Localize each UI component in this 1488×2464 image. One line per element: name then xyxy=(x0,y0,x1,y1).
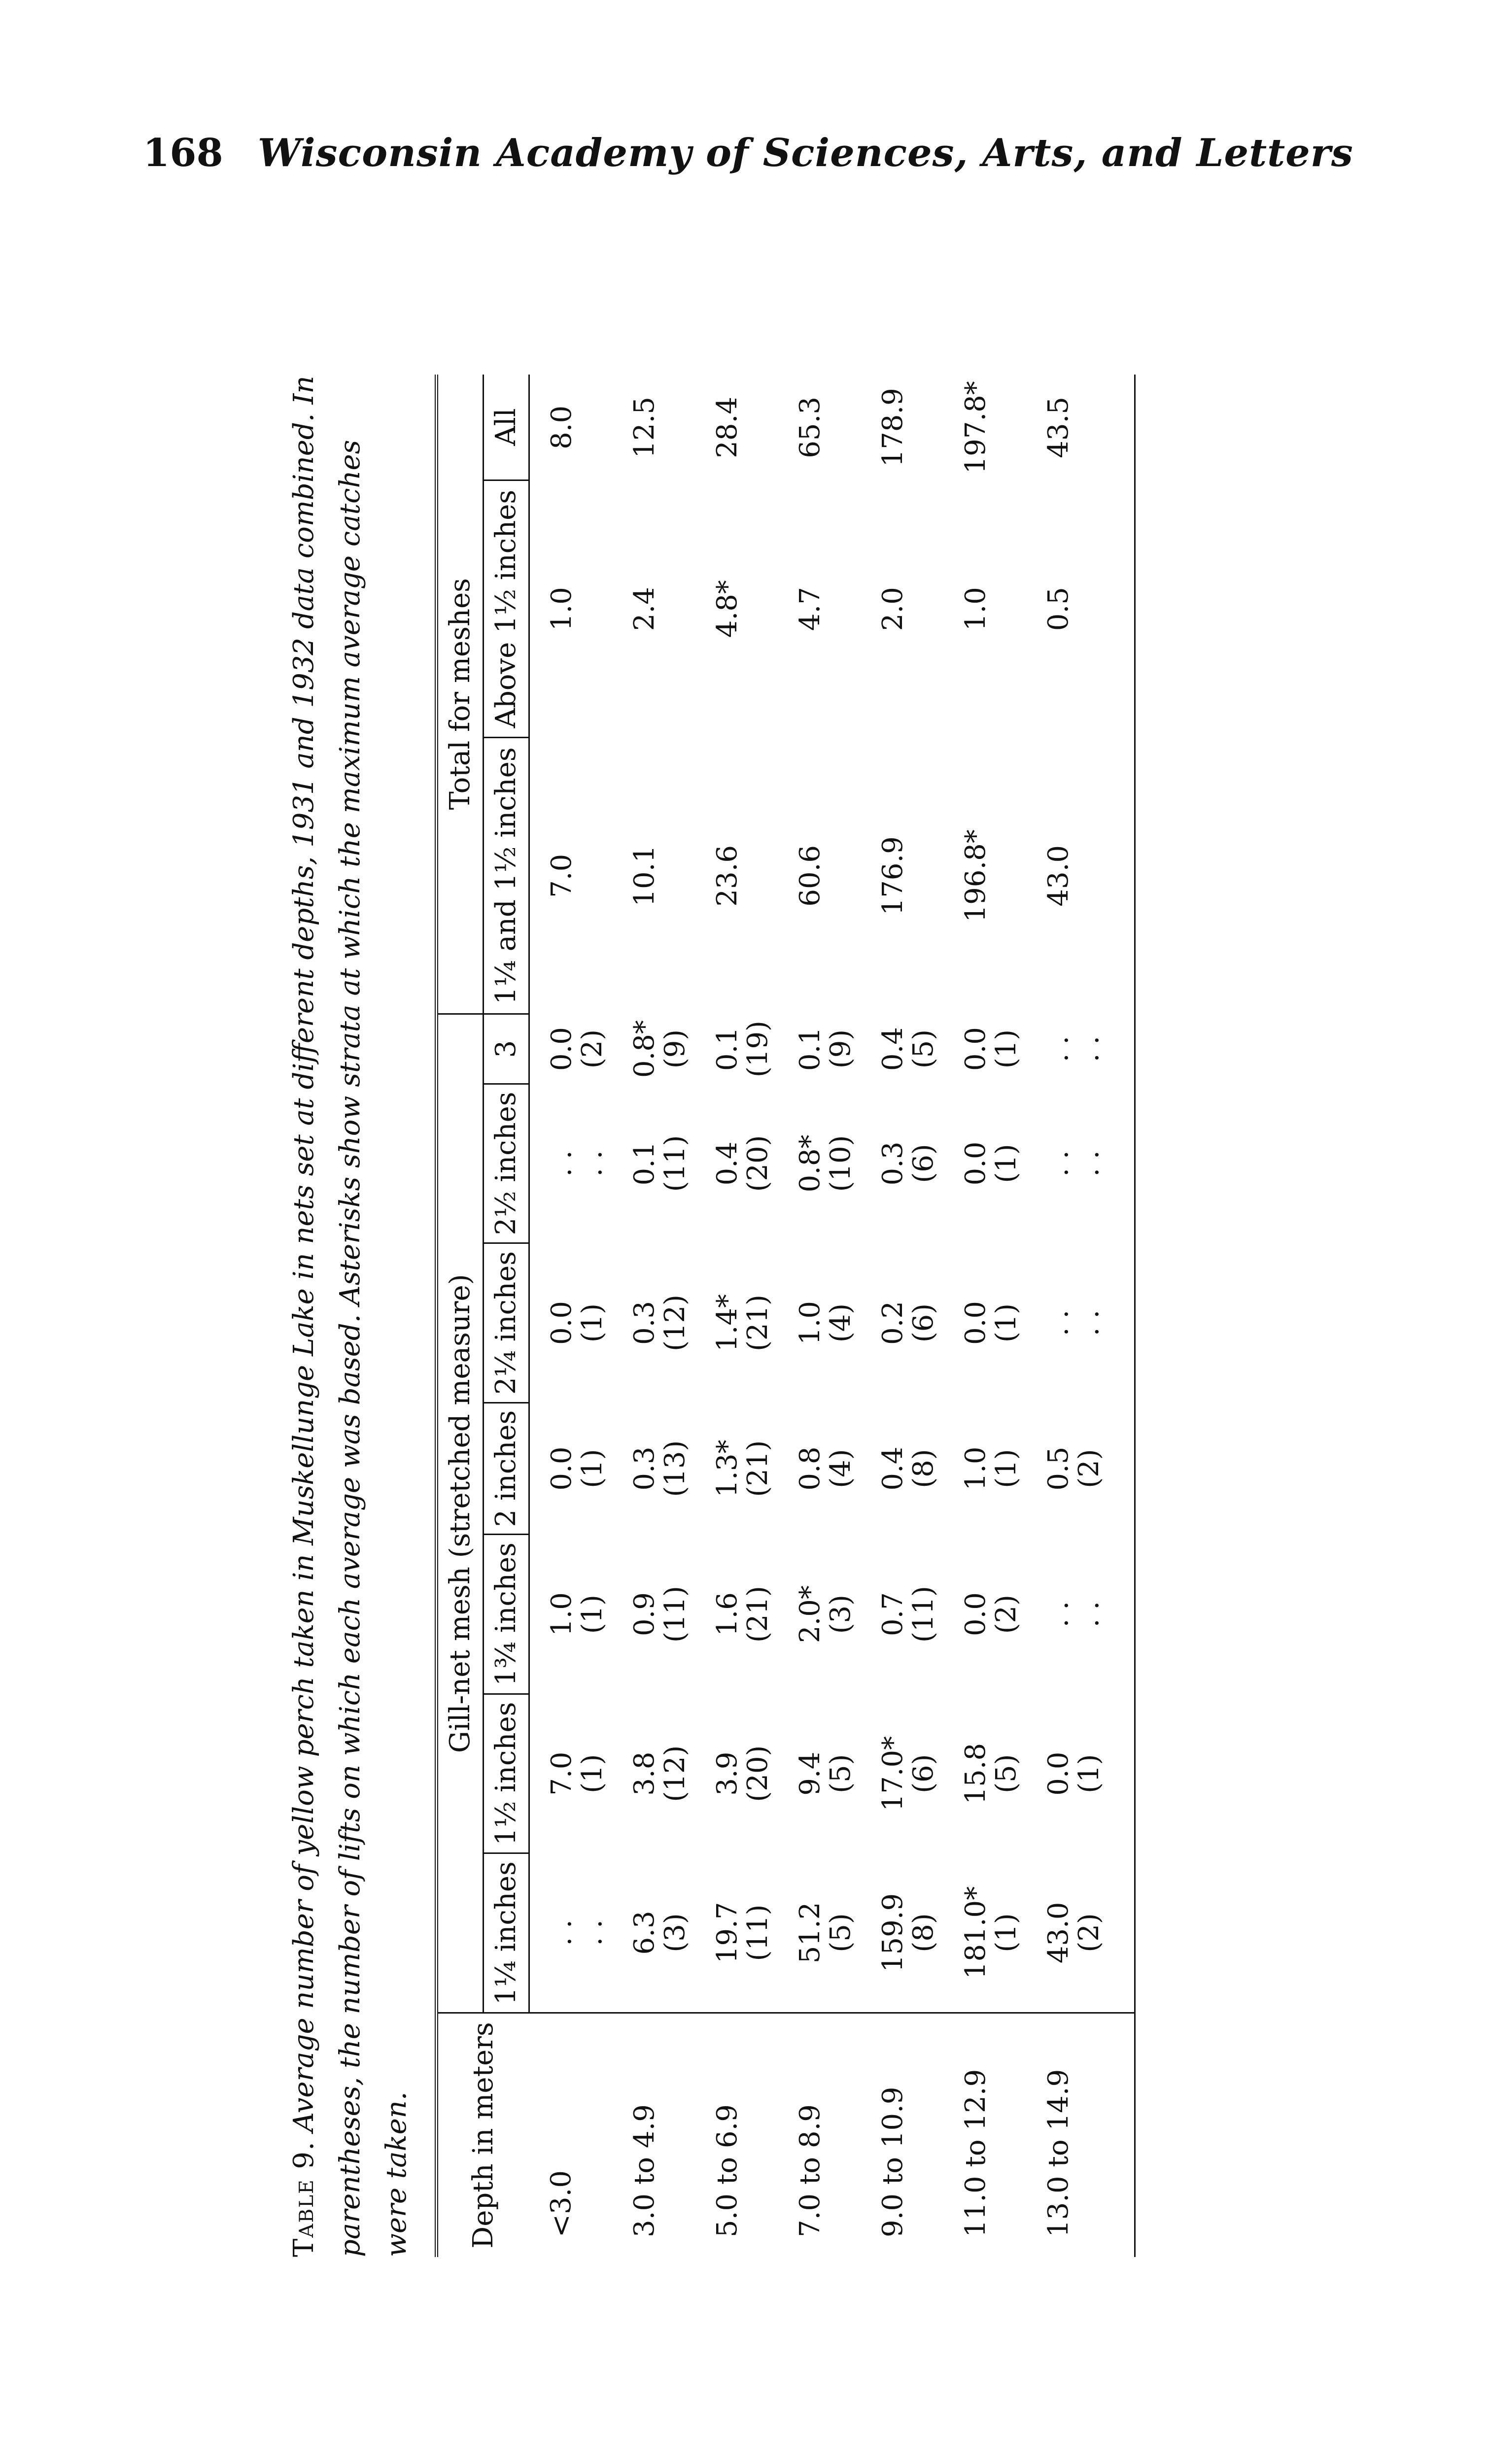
value-cell xyxy=(944,1084,1027,1243)
col-header: Above 1½ inches xyxy=(484,480,529,738)
average-value: 0.8* xyxy=(794,1134,826,1193)
lift-count: (11) xyxy=(659,1135,691,1192)
value-cell xyxy=(944,1243,1027,1403)
value-cell xyxy=(529,1535,613,1694)
value-cell xyxy=(613,1694,695,1853)
value-cell xyxy=(695,1535,778,1694)
lift-count: (1) xyxy=(576,1449,608,1488)
value-cell xyxy=(613,738,695,1014)
lift-count: . . xyxy=(576,1919,608,1946)
value-cell xyxy=(944,738,1027,1014)
value-cell xyxy=(778,1535,861,1694)
value-cell xyxy=(778,1243,861,1403)
lift-count: (11) xyxy=(907,1586,939,1643)
average-value: 12.5 xyxy=(628,397,660,458)
average-value: 4.8* xyxy=(711,580,743,638)
lift-count: (9) xyxy=(659,1029,691,1069)
average-value: 0.0 xyxy=(1042,1751,1074,1796)
lift-count: (2) xyxy=(1073,1913,1105,1952)
value-cell xyxy=(1027,1243,1135,1403)
average-value: 1.0 xyxy=(546,1592,578,1637)
average-value: 43.0 xyxy=(1042,1902,1074,1964)
lift-count: (8) xyxy=(907,1913,939,1952)
lift-count: (2) xyxy=(1073,1449,1105,1488)
value-cell xyxy=(695,375,778,480)
value-cell xyxy=(529,738,613,1014)
value-cell xyxy=(944,1403,1027,1535)
lift-count: (1) xyxy=(576,1754,608,1793)
average-value: 7.0 xyxy=(546,1751,578,1796)
col-header: 2½ inches xyxy=(484,1084,529,1243)
average-value: 0.3 xyxy=(628,1300,660,1345)
lift-count: (6) xyxy=(907,1754,939,1793)
average-value: 19.7 xyxy=(711,1902,743,1964)
value-cell xyxy=(695,480,778,738)
lift-count: (1) xyxy=(1073,1754,1105,1793)
page-header xyxy=(143,131,1353,175)
table-body xyxy=(529,375,1135,2257)
value-cell xyxy=(529,1014,613,1084)
table-row xyxy=(861,375,944,2257)
col-header: 3 xyxy=(484,1014,529,1084)
average-value: 0.1 xyxy=(711,1027,743,1071)
depth-cell: 11.0 to 12.9 xyxy=(944,2013,1027,2257)
lift-count: (1) xyxy=(990,1303,1022,1343)
lift-count: (1) xyxy=(990,1029,1022,1069)
lift-count: (9) xyxy=(825,1029,857,1069)
value-cell xyxy=(778,738,861,1014)
value-cell xyxy=(695,1084,778,1243)
average-value: . . xyxy=(1042,1309,1074,1336)
lift-count: . . xyxy=(1073,1601,1105,1628)
lift-count: (13) xyxy=(659,1440,691,1497)
lift-count: (2) xyxy=(990,1594,1022,1634)
table-caption xyxy=(281,375,420,2257)
average-value: 28.4 xyxy=(711,397,743,458)
average-value: 0.2 xyxy=(877,1300,909,1345)
lift-count: . . xyxy=(576,1150,608,1177)
rotated-table-block xyxy=(281,375,1286,2257)
lift-count: (4) xyxy=(825,1303,857,1343)
lift-count: (21) xyxy=(742,1440,774,1497)
table-label: Table 9. xyxy=(288,2141,320,2257)
average-value: . . xyxy=(1042,1601,1074,1628)
table-row xyxy=(944,375,1027,2257)
average-value: 0.3 xyxy=(877,1141,909,1186)
lift-count: (21) xyxy=(742,1586,774,1643)
average-value: 0.0 xyxy=(546,1446,578,1491)
average-value: 17.0* xyxy=(877,1736,909,1812)
average-value: 9.4 xyxy=(794,1751,826,1796)
average-value: 178.9 xyxy=(877,388,909,467)
value-cell xyxy=(944,375,1027,480)
value-cell xyxy=(944,1014,1027,1084)
table-row xyxy=(778,375,861,2257)
average-value: 1.4* xyxy=(711,1294,743,1352)
value-cell xyxy=(778,1853,861,2013)
average-value: . . xyxy=(1042,1035,1074,1062)
col-header: 1¼ inches xyxy=(484,1853,529,2013)
value-cell xyxy=(861,1014,944,1084)
average-value: 0.9 xyxy=(628,1592,660,1637)
average-value: 0.0 xyxy=(960,1027,992,1071)
col-header: 1¼ and 1½ inches xyxy=(484,738,529,1014)
depth-cell: 3.0 to 4.9 xyxy=(613,2013,695,2257)
value-cell xyxy=(1027,1694,1135,1853)
value-cell xyxy=(944,1694,1027,1853)
lift-count: (3) xyxy=(659,1913,691,1952)
value-cell xyxy=(778,375,861,480)
average-value: 196.8* xyxy=(960,829,992,923)
value-cell xyxy=(778,1694,861,1853)
average-value: 1.3* xyxy=(711,1439,743,1498)
lift-count: (1) xyxy=(990,1449,1022,1488)
lift-count: (21) xyxy=(742,1295,774,1351)
value-cell xyxy=(613,1853,695,2013)
average-value: 0.8 xyxy=(794,1446,826,1491)
value-cell xyxy=(1027,480,1135,738)
col-header: 2¼ inches xyxy=(484,1243,529,1403)
value-cell xyxy=(1027,1853,1135,2013)
average-value: 0.4 xyxy=(877,1446,909,1491)
col-header: 2 inches xyxy=(484,1403,529,1535)
average-value: 65.3 xyxy=(794,397,826,458)
depth-header: Depth in meters xyxy=(437,2013,529,2257)
average-value: 3.8 xyxy=(628,1751,660,1796)
lift-count: (3) xyxy=(825,1594,857,1634)
value-cell xyxy=(1027,1014,1135,1084)
average-value: 181.0* xyxy=(960,1886,992,1980)
value-cell xyxy=(529,1694,613,1853)
lift-count: (6) xyxy=(907,1144,939,1183)
average-value: 176.9 xyxy=(877,836,909,916)
average-value: . . xyxy=(546,1919,578,1946)
lift-count: (12) xyxy=(659,1295,691,1351)
average-value: 51.2 xyxy=(794,1902,826,1964)
lift-count: (1) xyxy=(990,1913,1022,1952)
table-row xyxy=(529,375,613,2257)
value-cell xyxy=(529,375,613,480)
value-cell xyxy=(529,480,613,738)
average-value: 43.0 xyxy=(1042,845,1074,907)
depth-cell: 5.0 to 6.9 xyxy=(695,2013,778,2257)
lift-count: (12) xyxy=(659,1745,691,1802)
average-value: 0.7 xyxy=(877,1592,909,1637)
average-value: 23.6 xyxy=(711,845,743,907)
table-row xyxy=(1027,375,1135,2257)
depth-cell: 9.0 to 10.9 xyxy=(861,2013,944,2257)
average-value: 159.9 xyxy=(877,1893,909,1973)
average-value: 0.4 xyxy=(711,1141,743,1186)
value-cell xyxy=(695,1014,778,1084)
average-value: 3.9 xyxy=(711,1751,743,1796)
value-cell xyxy=(944,480,1027,738)
average-value: 0.8* xyxy=(628,1020,660,1078)
value-cell xyxy=(613,1084,695,1243)
lift-count: (4) xyxy=(825,1449,857,1488)
average-value: 197.8* xyxy=(960,381,992,474)
lift-count: (10) xyxy=(825,1135,857,1192)
average-value: 0.4 xyxy=(877,1027,909,1071)
average-value: 0.0 xyxy=(960,1141,992,1186)
average-value: 0.5 xyxy=(1042,1446,1074,1491)
lift-count: (20) xyxy=(742,1135,774,1192)
lift-count: (19) xyxy=(742,1021,774,1078)
average-value: 10.1 xyxy=(628,845,660,907)
lift-count: (11) xyxy=(742,1904,774,1961)
table-row xyxy=(613,375,695,2257)
average-value: 2.0* xyxy=(794,1585,826,1643)
average-value: . . xyxy=(546,1150,578,1177)
average-value: 0.5 xyxy=(1042,587,1074,631)
lift-count: . . xyxy=(1073,1150,1105,1177)
depth-cell: 13.0 to 14.9 xyxy=(1027,2013,1135,2257)
average-value: 8.0 xyxy=(546,405,578,449)
lift-count: (8) xyxy=(907,1449,939,1488)
table-caption-text: Average number of yellow perch taken in Muskellunge Lake in nets set at different depths, 1931 and 1932 data combined. In parentheses, the number of lifts on which each average was based. Asterisks show strata at which the maximum average catches were taken. xyxy=(288,376,413,2257)
value-cell xyxy=(695,1243,778,1403)
value-cell xyxy=(778,1084,861,1243)
value-cell xyxy=(1027,1403,1135,1535)
value-cell xyxy=(613,1014,695,1084)
total-group-header: Total for meshes xyxy=(437,375,484,1014)
average-value: 1.6 xyxy=(711,1592,743,1637)
value-cell xyxy=(695,1403,778,1535)
gill-net-group-header: Gill-net mesh (stretched measure) xyxy=(437,1014,484,2013)
average-value: 4.7 xyxy=(794,587,826,631)
lift-count: (6) xyxy=(907,1303,939,1343)
average-value: . . xyxy=(1042,1150,1074,1177)
average-value: 0.0 xyxy=(546,1027,578,1071)
running-title: Wisconsin Academy of Sciences, Arts, and Letters xyxy=(257,131,1353,175)
lift-count: . . xyxy=(1073,1035,1105,1062)
depth-cell: 7.0 to 8.9 xyxy=(778,2013,861,2257)
value-cell xyxy=(861,1084,944,1243)
value-cell xyxy=(695,738,778,1014)
value-cell xyxy=(861,1243,944,1403)
value-cell xyxy=(695,1694,778,1853)
value-cell xyxy=(1027,738,1135,1014)
average-value: 0.1 xyxy=(794,1027,826,1071)
value-cell xyxy=(861,738,944,1014)
value-cell xyxy=(529,1853,613,2013)
average-value: 2.4 xyxy=(628,587,660,631)
depth-cell: <3.0 xyxy=(529,2013,613,2257)
average-value: 1.0 xyxy=(546,587,578,631)
col-header: All xyxy=(484,375,529,480)
value-cell xyxy=(613,1243,695,1403)
value-cell xyxy=(778,1403,861,1535)
value-cell xyxy=(861,480,944,738)
value-cell xyxy=(613,375,695,480)
average-value: 1.0 xyxy=(794,1300,826,1345)
lift-count: (2) xyxy=(576,1029,608,1069)
average-value: 15.8 xyxy=(960,1743,992,1805)
lift-count: (20) xyxy=(742,1745,774,1802)
col-header: 1½ inches xyxy=(484,1694,529,1853)
value-cell xyxy=(613,1403,695,1535)
lift-count: (1) xyxy=(576,1594,608,1634)
value-cell xyxy=(613,1535,695,1694)
value-cell xyxy=(861,1853,944,2013)
table-row xyxy=(695,375,778,2257)
value-cell xyxy=(944,1853,1027,2013)
lift-count: . . xyxy=(1073,1309,1105,1336)
average-value: 0.0 xyxy=(960,1592,992,1637)
value-cell xyxy=(861,1403,944,1535)
value-cell xyxy=(1027,375,1135,480)
value-cell xyxy=(529,1403,613,1535)
value-cell xyxy=(861,1535,944,1694)
average-value: 60.6 xyxy=(794,845,826,907)
average-value: 6.3 xyxy=(628,1911,660,1955)
average-value: 0.3 xyxy=(628,1446,660,1491)
value-cell xyxy=(778,480,861,738)
col-header: 1¾ inches xyxy=(484,1535,529,1694)
average-value: 1.0 xyxy=(960,1446,992,1491)
average-value: 0.1 xyxy=(628,1141,660,1186)
lift-count: (5) xyxy=(907,1029,939,1069)
page-number: 168 xyxy=(143,131,223,175)
value-cell xyxy=(529,1084,613,1243)
lift-count: (5) xyxy=(825,1913,857,1952)
value-cell xyxy=(1027,1084,1135,1243)
lift-count: (5) xyxy=(825,1754,857,1793)
lift-count: (5) xyxy=(990,1754,1022,1793)
average-value: 0.0 xyxy=(546,1300,578,1345)
average-value: 2.0 xyxy=(877,587,909,631)
value-cell xyxy=(861,1694,944,1853)
lift-count: (1) xyxy=(990,1144,1022,1183)
value-cell xyxy=(613,480,695,738)
lift-count: (11) xyxy=(659,1586,691,1643)
average-value: 43.5 xyxy=(1042,397,1074,458)
value-cell xyxy=(778,1014,861,1084)
perch-catch-table xyxy=(435,375,1136,2257)
average-value: 1.0 xyxy=(960,587,992,631)
lift-count: (1) xyxy=(576,1303,608,1343)
column-header-row xyxy=(484,375,529,2257)
value-cell xyxy=(529,1243,613,1403)
average-value: 0.0 xyxy=(960,1300,992,1345)
value-cell xyxy=(944,1535,1027,1694)
value-cell xyxy=(861,375,944,480)
average-value: 7.0 xyxy=(546,854,578,898)
value-cell xyxy=(1027,1535,1135,1694)
value-cell xyxy=(695,1853,778,2013)
